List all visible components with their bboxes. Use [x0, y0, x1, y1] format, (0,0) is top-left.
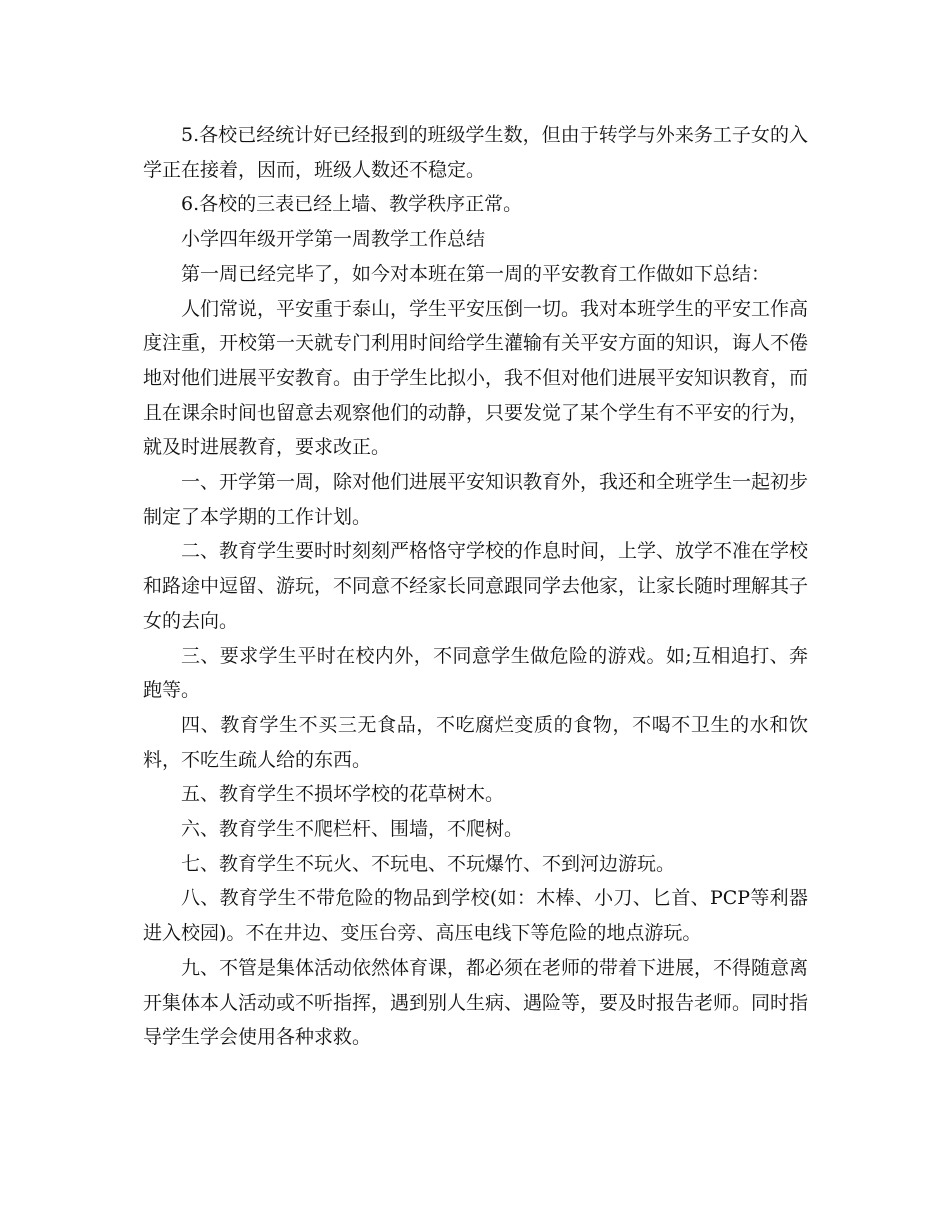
- item-three: 三、要求学生平时在校内外，不同意学生做危险的游戏。如;互相追打、奔跑等。: [143, 644, 808, 702]
- item-one: 一、开学第一周，除对他们进展平安知识教育外，我还和全班学生一起初步制定了本学期的工作计划。: [143, 471, 809, 528]
- item-six: 六、教育学生不爬栏杆、围墙，不爬树。: [181, 818, 524, 841]
- item-two: 二、教育学生要时时刻刻严格恪守学校的作息时间，上学、放学不准在学校和路途中逗留、游玩，不同意不经家长同意跟同学去他家，让家长随时理解其子女的去向。: [143, 540, 809, 632]
- document-body: [143, 118, 808, 1055]
- paragraph-safety-overview: 人们常说，平安重于泰山，学生平安压倒一切。我对本班学生的平安工作高度注重，开校第一天就专门利用时间给学生灌输有关平安方面的知识，诲人不倦地对他们进展平安教育。由于学生比拟小，我不但对他们进展平安知识教育，而且在课余时间也留意去观察他们的动静，只要发觉了某个学生有不平安的行为，就及时进展教育，要求改正。: [143, 297, 809, 459]
- item-four: 四、教育学生不买三无食品，不吃腐烂变质的食物，不喝不卫生的水和饮料，不吃生疏人给的东西。: [143, 713, 808, 771]
- item-seven: 七、教育学生不玩火、不玩电、不玩爆竹、不到河边游玩。: [181, 852, 676, 875]
- section-title: 小学四年级开学第一周教学工作总结: [181, 228, 486, 251]
- paragraph-5-class-counts: 5.各校已经统计好已经报到的班级学生数，但由于转学与外来务工子女的入学正在接着，因而，班级人数还不稳定。: [143, 124, 808, 181]
- item-nine: 九、不管是集体活动依然体育课，都必须在老师的带着下进展，不得随意离开集体本人活动或不听指挥，遇到别人生病、遇险等，要及时报告老师。同时指导学生学会使用各种求救。: [143, 956, 809, 1049]
- paragraph-6-timetables: 6.各校的三表已经上墙、教学秩序正常。: [181, 193, 523, 216]
- item-eight: 八、教育学生不带危险的物品到学校(如：木棒、小刀、匕首、PCP等利器进入校园)。不在井边、变压台旁、高压电线下等危险的地点游玩。: [143, 887, 808, 945]
- item-five: 五、教育学生不损坏学校的花草树木。: [181, 783, 505, 806]
- paragraph-intro: 第一周已经完毕了，如今对本班在第一周的平安教育工作做如下总结：: [181, 262, 771, 285]
